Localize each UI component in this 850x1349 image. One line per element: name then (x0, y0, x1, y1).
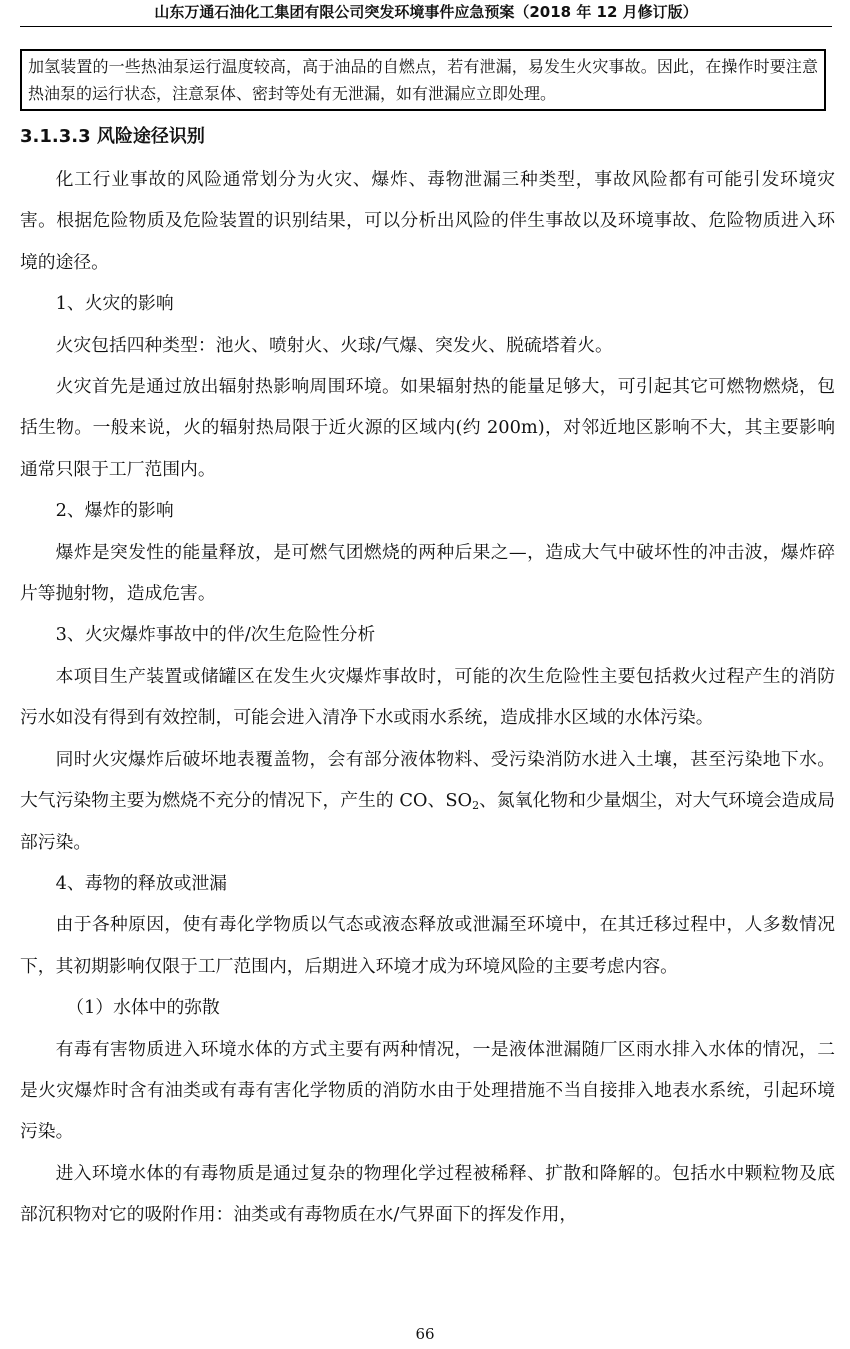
secondary-hazard-paragraph: 本项目生产装置或储罐区在发生火灾爆炸事故时，可能的次生危险性主要包括救火过程产生的消防污水如没有得到有效控制，可能会进入清净下水或雨水系统，造成排水区域的水体污染。 (20, 665, 835, 729)
soil-air-paragraph (20, 739, 835, 863)
toxic-release-paragraph: 由于各种原因，使有毒化学物质以气态或液态释放或泄漏至环境中，在其迁移过程中，人多数情况下，其初期影响仅限于工厂范围内，后期进入环境才成为环境风险的主要考虑内容。 (20, 914, 835, 977)
intro-paragraph: 化工行业事故的风险通常划分为火灾、爆炸、毒物泄漏三种类型，事故风险都有可能引发环境灾害。根据危险物质及危险装置的识别结果，可以分析出风险的伴生事故以及环境事故、危险物质进入环境的途径。 (20, 169, 835, 273)
water-entry-paragraph: 有毒有害物质进入环境水体的方式主要有两种情况，一是液体泄漏随厂区雨水排入水体的情况，二是火灾爆炸时含有油类或有毒有害化学物质的消防水由于处理措施不当自接排入地表水系统，引起环境污染。 (20, 1038, 835, 1143)
soil-air-text-part1: 同时火灾爆炸后破坏地表覆盖物，会有部分液体物料、受污染消防水进入土壤，甚至污染地下水。大气污染物主要为燃烧不充分的情况下，产生的 CO、SO (20, 748, 835, 812)
so2-subscript: 2 (472, 798, 480, 812)
section-heading: 3.1.3.3 风险途径识别 (20, 126, 205, 147)
page-header: 山东万通石油化工集团有限公司突发环境事件应急预案（2018 年 12 月修订版） (20, 0, 832, 27)
explosion-subheading: 2、爆炸的影响 (55, 500, 174, 522)
fire-subheading: 1、火灾的影响 (55, 293, 174, 315)
document-body (20, 159, 835, 1236)
secondary-hazard-subheading: 3、火灾爆炸事故中的伴/次生危险性分析 (55, 624, 376, 646)
toxic-release-subheading: 4、毒物的释放或泄漏 (55, 872, 227, 894)
boxed-note: 加氢装置的一些热油泵运行温度较高，高于油品的自燃点，若有泄漏，易发生火灾事故。因此，在操作时要注意热油泵的运行状态，注意泵体、密封等处有无泄漏，如有泄漏应立即处理。 (20, 49, 826, 111)
fire-types-paragraph: 火灾包括四种类型：池火、喷射火、火球/气爆、突发火、脱硫塔着火。 (55, 334, 613, 356)
page-number: 66 (415, 1325, 435, 1343)
water-dispersion-subheading: （1）水体中的弥散 (66, 997, 220, 1019)
explosion-paragraph: 爆炸是突发性的能量释放，是可燃气团燃烧的两种后果之—，造成大气中破坏性的冲击波，爆炸碎片等抛射物，造成危害。 (20, 541, 835, 605)
soil-air-text-part2: 、氮氧化物和少量烟尘，对大气环境会造成局部污染。 (20, 790, 835, 853)
fire-effect-paragraph: 火灾首先是通过放出辐射热影响周围环境。如果辐射热的能量足够大，可引起其它可燃物燃烧，包括生物。一般来说，火的辐射热局限于近火源的区域内(约 200m)，对邻近地区影响不大，其主要影响通常只限于工厂范围内。 (20, 376, 835, 480)
water-process-paragraph: 进入环境水体的有毒物质是通过复杂的物理化学过程被稀释、扩散和降解的。包括水中颗粒物及底部沉积物对它的吸附作用：油类或有毒物质在水/气界面下的挥发作用， (20, 1162, 835, 1226)
